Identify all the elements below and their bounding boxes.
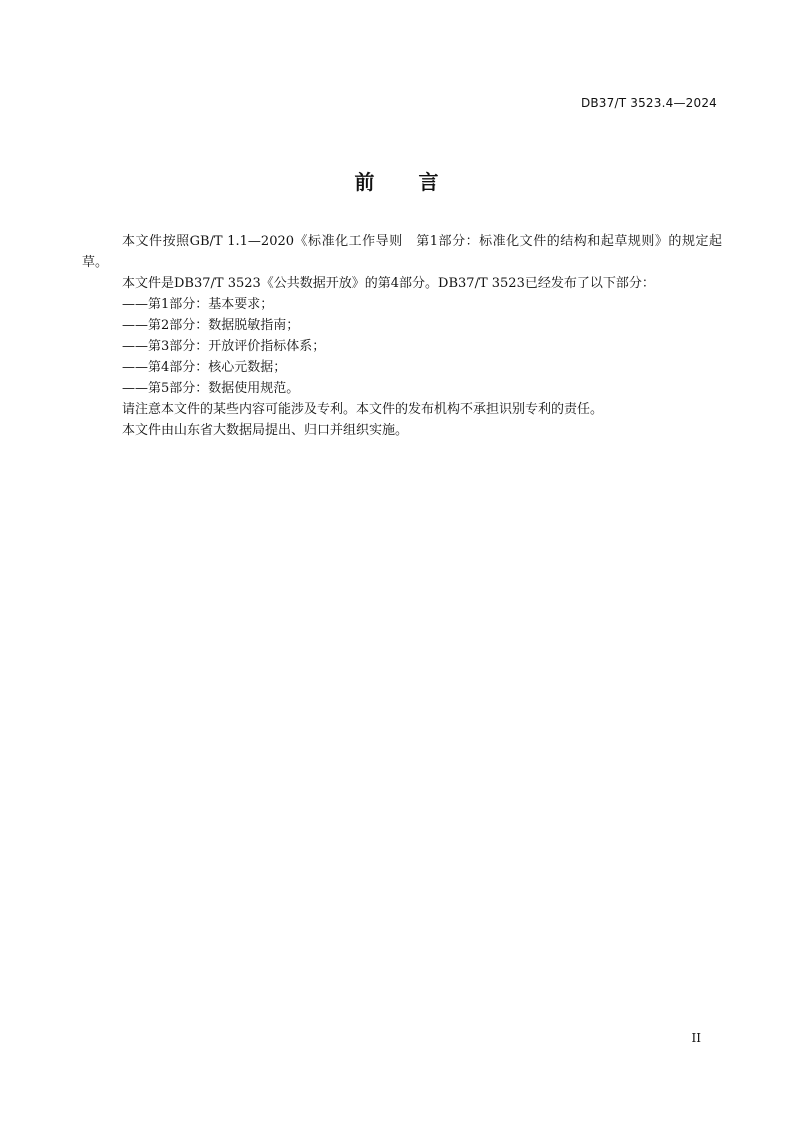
list-item-part-5: ——第5部分：数据使用规范。	[122, 381, 300, 396]
list-item-part-1: ——第1部分：基本要求；	[122, 297, 274, 312]
paragraph-proposer: 本文件由山东省大数据局提出、归口并组织实施。	[122, 423, 409, 438]
page-number: II	[691, 1031, 701, 1045]
title-char-2: 言	[418, 170, 439, 194]
document-code: DB37/T 3523.4—2024	[580, 96, 717, 110]
paragraph-patent-notice: 请注意本文件的某些内容可能涉及专利。本文件的发布机构不承担识别专利的责任。	[122, 402, 604, 417]
list-item-part-2: ——第2部分：数据脱敏指南；	[122, 318, 300, 333]
title-char-1: 前	[354, 170, 375, 194]
paragraph-series-intro: 本文件是DB37/T 3523《公共数据开放》的第4部分。DB37/T 3523已经发布了以下部分：	[122, 276, 655, 291]
foreword-body	[82, 231, 722, 441]
list-item-part-4: ——第4部分：核心元数据；	[122, 360, 287, 375]
paragraph-drafting-rules: 本文件按照GB/T 1.1—2020《标准化工作导则 第1部分：标准化文件的结构和起草规则》的规定起草。	[82, 234, 722, 270]
list-item-part-3: ——第3部分：开放评价指标体系；	[122, 339, 326, 354]
page-title	[0, 166, 793, 195]
